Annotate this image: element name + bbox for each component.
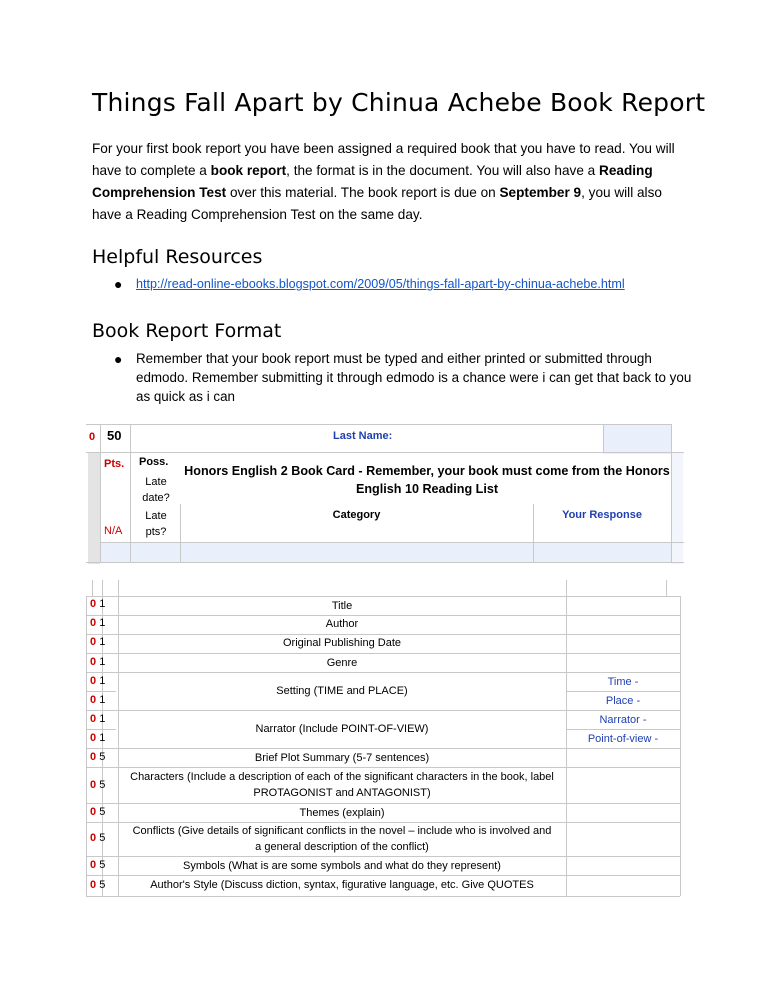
bullet-icon: ●: [114, 276, 123, 292]
late-pts-label: Late pts?: [145, 510, 167, 538]
row-category: Brief Plot Summary (5-7 sentences): [254, 752, 430, 764]
late-date-label: Late date?: [142, 476, 170, 504]
table-row: 0 1: [90, 694, 106, 706]
table-row: 0 5: [90, 879, 106, 891]
score-total: 50: [107, 428, 122, 443]
na-label: N/A: [104, 525, 123, 537]
resource-link[interactable]: http://read-online-ebooks.blogspot.com/2009/05/things-fall-apart-by-chinua-achebe.html: [136, 277, 625, 291]
response-label: Your Response: [562, 509, 642, 521]
table-row: 0 5: [90, 832, 106, 844]
book-card-title: Honors English 2 Book Card - Remember, your book must come from the Honors English 10 Reading List: [184, 464, 670, 496]
bullet-icon: ●: [114, 351, 123, 367]
table-row: 0 5: [90, 859, 106, 871]
table-row: 0 1: [90, 617, 106, 629]
resources-heading: Helpful Resources: [92, 246, 263, 268]
table-row: 0 5: [90, 806, 106, 818]
table-row: 0 5: [90, 751, 106, 763]
format-bullet-text: Remember that your book report must be typed and either printed or submitted through edmodo. Remember submitting it through edmodo is a chance were i can get that back to you as quick as i can: [136, 351, 692, 404]
intro-paragraph: For your first book report you have been assigned a required book that you have to read. You will have to complete a book report, the format is in the document. You will also have a Reading Comprehension Test over this material. The book report is due on September 9, you will also have a Reading Comprehension Test on the same day.: [92, 141, 675, 222]
row-category: Author: [325, 618, 359, 630]
format-heading: Book Report Format: [92, 320, 282, 342]
row-response: Place -: [605, 695, 641, 707]
last-name-label: Last Name:: [333, 430, 393, 442]
row-response: Point-of-view -: [587, 733, 659, 745]
row-category: Original Publishing Date: [282, 637, 401, 649]
table-row: 0 1: [90, 598, 106, 610]
row-response: Time -: [607, 676, 639, 688]
row-category: Title: [331, 600, 353, 612]
score-earned: 0: [89, 431, 96, 443]
table-row: 0 1: [90, 732, 106, 744]
table-row: 0 1: [90, 636, 106, 648]
page-title: Things Fall Apart by Chinua Achebe Book Report: [92, 88, 706, 117]
table-row: 0 1: [90, 656, 106, 668]
row-category: Symbols (What is are some symbols and what do they represent): [183, 860, 501, 872]
row-category: Themes (explain): [299, 807, 385, 819]
row-category: Author's Style (Discuss diction, syntax, figurative language, etc. Give QUOTES: [150, 879, 534, 891]
table-row: 0 1: [90, 675, 106, 687]
row-category: Characters (Include a description of each of the significant characters in the book, label PROTAGONIST and ANTAGONIST): [130, 771, 554, 799]
row-category: Setting (TIME and PLACE): [276, 685, 408, 697]
poss-label: Poss.: [139, 456, 169, 468]
table-row: 0 5: [90, 779, 106, 791]
pts-label: Pts.: [104, 458, 125, 470]
table-row: 0 1: [90, 713, 106, 725]
row-response: Narrator -: [599, 714, 647, 726]
row-category: Genre: [326, 657, 358, 669]
row-category: Conflicts (Give details of significant conflicts in the novel – include who is involved and a general description of the conflict): [132, 825, 552, 853]
row-category: Narrator (Include POINT-OF-VIEW): [255, 723, 429, 735]
category-label: Category: [332, 509, 381, 521]
